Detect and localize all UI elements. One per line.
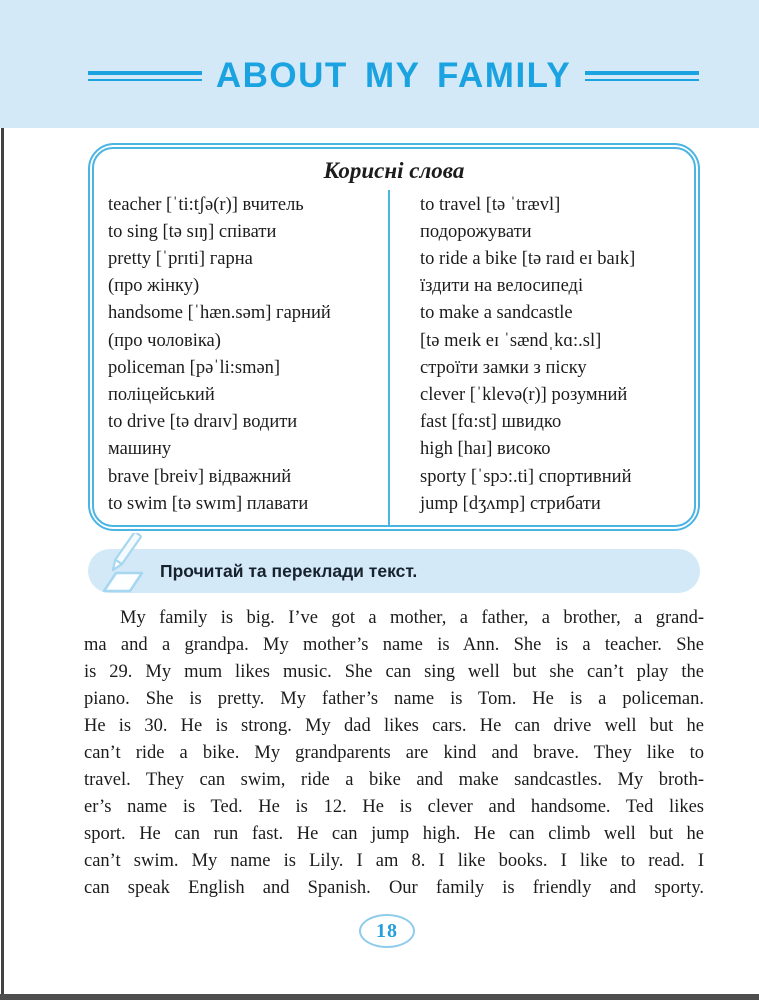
- vocab-entry: pretty [ˈprɪti] гарна: [108, 249, 253, 269]
- title-rule-right: [585, 71, 699, 81]
- pencil-paper-icon: [92, 533, 150, 595]
- text-line: piano. She is pretty. My father’s name is Tom. He is a policeman.: [84, 689, 704, 709]
- text-line: travel. They can swim, ride a bike and make sandcastles. My broth-: [84, 770, 704, 790]
- vocab-entry: clever [ˈklevə(r)] розумний: [420, 385, 628, 406]
- text-line: can’t swim. My name is Lily. I am 8. I like books. I like to read. I: [84, 851, 704, 871]
- vocab-entry: brave [breiv] відважний: [108, 466, 292, 487]
- vocab-entry: policeman [pəˈli:smən]: [108, 357, 281, 378]
- title-rule-left: [88, 71, 202, 81]
- vocab-entry: (про жінку): [108, 276, 200, 297]
- page-number-badge: [359, 914, 415, 948]
- text-line: er’s name is Ted. He is 12. He is clever and handsome. Ted likes: [84, 797, 704, 817]
- header-band: [0, 0, 759, 128]
- vocab-box-title: Корисні слова: [323, 158, 465, 183]
- vocab-entry: [tə meɪk eɪ ˈsændˌkɑ:.sl]: [420, 330, 602, 351]
- vocab-columns: [94, 190, 694, 525]
- vocab-entry: машину: [108, 439, 172, 460]
- task-instruction: Прочитай та переклади текст.: [160, 560, 418, 581]
- text-line: can speak English and Spanish. Our family is friendly and sporty.: [84, 878, 704, 898]
- vocab-entry: to swim [tə swɪm] плавати: [108, 493, 309, 514]
- vocab-entry: fast [fɑ:st] швидко: [420, 412, 562, 433]
- vocab-entry: to make a sandcastle: [420, 303, 573, 324]
- vocab-box: [88, 143, 700, 531]
- task-banner: [88, 549, 700, 593]
- page-number: 18: [376, 919, 398, 942]
- text-line: is 29. My mum likes music. She can sing well but she can’t play the: [84, 662, 704, 682]
- text-line: sport. He can run fast. He can jump high. He can climb well but he: [84, 824, 704, 844]
- vocab-entry: to ride a bike [tə raɪd eɪ baɪk]: [420, 249, 636, 269]
- vocab-entry: строїти замки з піску: [420, 357, 587, 378]
- vocab-column-left: [94, 190, 388, 525]
- vocab-entry: to sing [tə sɪŋ] співати: [108, 221, 277, 242]
- page-edge-bottom: [0, 994, 759, 1000]
- text-line: can’t ride a bike. My grandparents are kind and brave. They like to: [84, 743, 704, 763]
- vocab-box-inner: [92, 147, 696, 527]
- vocab-column-right: [388, 190, 694, 525]
- vocab-entry: (про чоловіка): [108, 330, 221, 351]
- vocab-entry: sporty [ˈspɔ:.ti] спортивний: [420, 466, 632, 487]
- reading-text: [84, 605, 704, 902]
- vocab-entry: їздити на велосипеді: [420, 276, 584, 297]
- vocab-entry: jump [dʒʌmp] стрибати: [420, 493, 601, 514]
- vocab-entry: подорожувати: [420, 221, 532, 242]
- page-edge-left: [1, 128, 4, 994]
- text-line: ma and a grandpa. My mother’s name is Ann. She is a teacher. She: [84, 635, 704, 655]
- title-row: [88, 58, 699, 93]
- vocab-entry: to travel [tə ˈtrævl]: [420, 194, 561, 215]
- vocab-entry: поліцейський: [108, 385, 215, 406]
- vocab-entry: to drive [tə draɪv] водити: [108, 412, 298, 433]
- vocab-entry: high [haɪ] високо: [420, 439, 551, 460]
- vocab-entry: teacher [ˈti:tʃə(r)] вчитель: [108, 194, 304, 215]
- page-title: ABOUT MY FAMILY: [215, 56, 572, 95]
- text-line: My family is big. I’ve got a mother, a father, a brother, a grand-: [120, 608, 704, 628]
- vocab-entry: handsome [ˈhæn.səm] гарний: [108, 303, 331, 324]
- text-line: He is 30. He is strong. My dad likes cars. He can drive well but he: [84, 716, 704, 736]
